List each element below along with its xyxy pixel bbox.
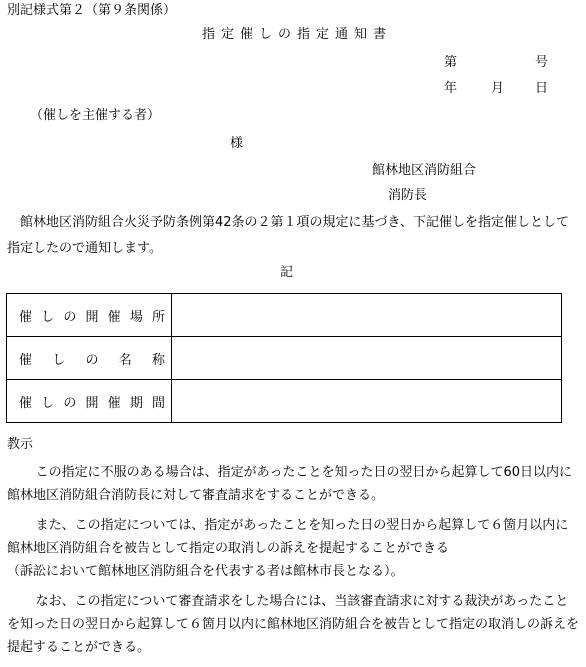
number-prefix: 第 bbox=[444, 55, 458, 70]
row-label-name: 催しの名称 bbox=[7, 337, 172, 380]
date-day-label: 日 bbox=[535, 81, 549, 96]
row-label-venue: 催しの開催場所 bbox=[7, 294, 172, 337]
notice-paragraph-2-parenthetical: （訴訟において館林地区消防組合を代表する者は館林市長となる）。 bbox=[7, 564, 404, 579]
row-value-period bbox=[172, 380, 562, 423]
notice-heading: 教示 bbox=[7, 437, 34, 452]
row-value-name bbox=[172, 337, 562, 380]
table-row bbox=[7, 380, 562, 423]
issuer-organization: 館林地区消防組合 bbox=[372, 163, 477, 178]
number-suffix: 号 bbox=[535, 55, 549, 70]
notice-paragraph-1: この指定に不服のある場合は、指定があったことを知った日の翌日から起算して60日以内に館林地区消防組合消防長に対して審査請求をすることができる。 bbox=[7, 465, 573, 503]
table-row bbox=[7, 294, 562, 337]
date-month-label: 月 bbox=[491, 81, 505, 96]
row-label-period: 催しの開催期間 bbox=[7, 380, 172, 423]
issuer-title: 消防長 bbox=[388, 188, 428, 203]
row-value-venue bbox=[172, 294, 562, 337]
event-details-table bbox=[6, 293, 562, 423]
notice-paragraph-2-text: また、この指定については、指定があったことを知った日の翌日から起算して６箇月以内に館林地区消防組合を被告として指定の取消しの訴えを提起することができる bbox=[7, 518, 569, 556]
recipient-organizer: （催しを主催する者） bbox=[30, 108, 161, 123]
recipient-honorific: 様 bbox=[230, 136, 244, 151]
table-row bbox=[7, 337, 562, 380]
body-text: 館林地区消防組合火災予防条例第42条の２第１項の規定に基づき、下記催しを指定催しとして指定したので通知します。 bbox=[7, 215, 570, 256]
date-year-label: 年 bbox=[444, 81, 458, 96]
document-title: 指定催しの指定通知書 bbox=[201, 27, 392, 42]
notice-paragraph-3: なお、この指定について審査請求をした場合には、当該審査請求に対する裁決があったことを知った日の翌日から起算して６箇月以内に館林地区消防組合を被告として指定の取消しの訴えを提起することができる。 bbox=[7, 594, 580, 655]
ki-heading: 記 bbox=[280, 265, 294, 280]
form-label: 別記様式第２（第９条関係） bbox=[7, 3, 177, 18]
notice-paragraph-2 bbox=[7, 514, 581, 583]
